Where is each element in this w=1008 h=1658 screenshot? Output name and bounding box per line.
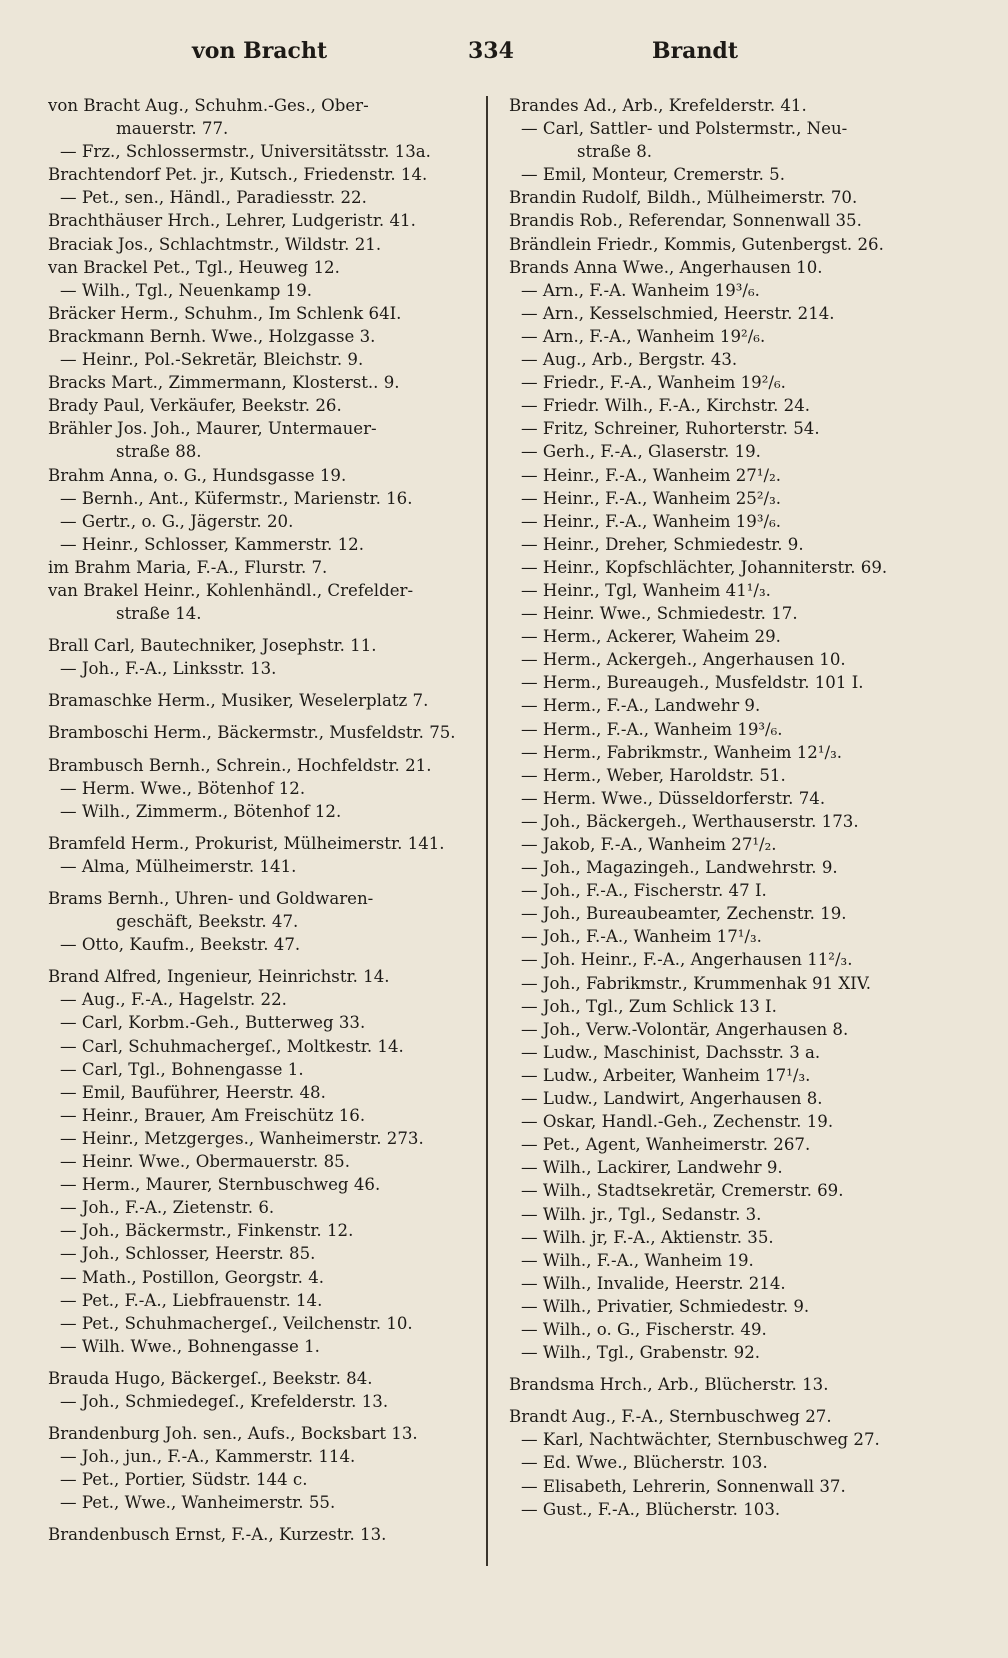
directory-entry: — Carl, Korbm.-Geh., Butterweg 33.: [60, 1013, 366, 1033]
directory-entry: straße 88.: [116, 442, 202, 462]
directory-entry: von Bracht Aug., Schuhm.-Ges., Ober-: [48, 96, 369, 115]
directory-entry: — Joh., Bureaubeamter, Zechenstr. 19.: [521, 904, 847, 924]
directory-entry: — Joh., Fabrikmstr., Krummenhak 91 XIV.: [521, 973, 872, 993]
directory-entry: Brandes Ad., Arb., Krefelderstr. 41.: [509, 96, 807, 115]
directory-entry: — Wilh., Lackirer, Landwehr 9.: [521, 1158, 783, 1178]
directory-entry: — Herm., Ackerer, Waheim 29.: [521, 627, 781, 647]
directory-entry: — Heinr., F.-A., Wanheim 25²/₃.: [521, 488, 782, 508]
directory-entry: Brahm Anna, o. G., Hundsgasse 19.: [48, 465, 347, 485]
directory-entry: — Friedr., F.-A., Wanheim 19²/₆.: [521, 373, 786, 393]
directory-entry: Brähler Jos. Joh., Maurer, Untermauer-: [48, 419, 377, 439]
directory-entry: — Wilh., o. G., Fischerstr. 49.: [521, 1319, 767, 1339]
directory-entry: — Joh., Bäckergeh., Werthauserstr. 173.: [521, 811, 859, 831]
directory-entry: — Emil, Monteur, Cremerstr. 5.: [521, 165, 785, 185]
directory-entry: — Gertr., o. G., Jägerstr. 20.: [60, 511, 294, 531]
directory-entry: — Joh., Schmiedegeſ., Krefelderstr. 13.: [60, 1391, 389, 1411]
directory-entry: — Math., Postillon, Georgstr. 4.: [60, 1267, 325, 1287]
directory-entry: — Carl, Tgl., Bohnengasse 1.: [60, 1059, 304, 1079]
directory-entry: — Joh., F.-A., Wanheim 17¹/₃.: [521, 927, 762, 947]
directory-entry: — Joh., Tgl., Zum Schlick 13 I.: [521, 996, 777, 1016]
directory-entry: — Heinr., Kopfschlächter, Johanniterstr. 69.: [521, 557, 888, 577]
directory-entry: Bräcker Herm., Schuhm., Im Schlenk 64I.: [48, 303, 402, 323]
right-column: [509, 94, 951, 1521]
directory-entry: Brams Bernh., Uhren- und Goldwaren-: [48, 889, 374, 908]
directory-entry: Brackmann Bernh. Wwe., Holzgasse 3.: [48, 326, 376, 346]
directory-entry: — Herm., F.-A., Wanheim 19³/₆.: [521, 719, 783, 739]
directory-entry: — Emil, Bauführer, Heerstr. 48.: [60, 1082, 326, 1102]
directory-entry: — Elisabeth, Lehrerin, Sonnenwall 37.: [521, 1476, 846, 1496]
directory-entry: — Wilh., F.-A., Wanheim 19.: [521, 1250, 754, 1270]
directory-entry: — Joh. Heinr., F.-A., Angerhausen 11²/₃.: [521, 950, 853, 970]
directory-entry: — Joh., F.-A., Fischerstr. 47 I.: [521, 881, 767, 901]
directory-entry: — Wilh. jr, F.-A., Aktienstr. 35.: [521, 1227, 774, 1247]
directory-entry: — Pet., sen., Händl., Paradiesstr. 22.: [60, 188, 367, 208]
directory-entry: Brandis Rob., Referendar, Sonnenwall 35.: [509, 211, 862, 231]
directory-entry: Brady Paul, Verkäufer, Beekstr. 26.: [48, 396, 342, 416]
directory-entry: — Herm. Wwe., Düsseldorferstr. 74.: [521, 788, 826, 808]
directory-entry: — Ludw., Landwirt, Angerhausen 8.: [521, 1089, 823, 1109]
directory-entry: Brandt Aug., F.-A., Sternbuschweg 27.: [509, 1407, 832, 1427]
directory-entry: — Herm., F.-A., Landwehr 9.: [521, 696, 761, 716]
directory-entry: — Herm. Wwe., Bötenhof 12.: [60, 778, 306, 798]
directory-entry: van Brakel Heinr., Kohlenhändl., Crefelder-: [48, 580, 414, 600]
directory-entry: — Herm., Fabrikmstr., Wanheim 12¹/₃.: [521, 742, 842, 762]
directory-entry: — Pet., Schuhmachergeſ., Veilchenstr. 10.: [60, 1313, 413, 1333]
directory-entry: Brands Anna Wwe., Angerhausen 10.: [509, 257, 823, 277]
directory-entry: — Heinr., F.-A., Wanheim 27¹/₂.: [521, 465, 782, 485]
column-divider: [486, 96, 488, 1566]
directory-entry: — Joh., Bäckermstr., Finkenstr. 12.: [60, 1221, 354, 1241]
directory-entry: Brandsma Hrch., Arb., Blücherstr. 13.: [509, 1375, 829, 1395]
directory-entry: — Joh., F.-A., Zietenstr. 6.: [60, 1198, 275, 1218]
directory-entry: — Ed. Wwe., Blücherstr. 103.: [521, 1453, 768, 1473]
directory-entry: — Otto, Kaufm., Beekstr. 47.: [60, 935, 301, 955]
directory-entry: — Heinr. Wwe., Schmiedestr. 17.: [521, 604, 798, 624]
directory-entry: — Wilh., Invalide, Heerstr. 214.: [521, 1273, 786, 1293]
directory-entry: — Ludw., Maschinist, Dachsstr. 3 a.: [521, 1042, 821, 1062]
directory-entry: — Joh., F.-A., Linksstr. 13.: [60, 659, 277, 679]
directory-entry: — Heinr., Metzgerges., Wanheimerstr. 273.: [60, 1128, 424, 1148]
directory-entry: Brandenburg Joh. sen., Aufs., Bocksbart 13.: [48, 1424, 418, 1444]
directory-entry: straße 14.: [116, 604, 202, 624]
directory-entry: mauerstr. 77.: [116, 119, 229, 139]
directory-entry: — Pet., F.-A., Liebfrauenstr. 14.: [60, 1290, 323, 1310]
directory-entry: Bracks Mart., Zimmermann, Klosterst.. 9.: [48, 373, 400, 393]
directory-entry: — Joh., Magazingeh., Landwehrstr. 9.: [521, 858, 838, 878]
directory-entry: geschäft, Beekstr. 47.: [116, 912, 299, 932]
directory-entry: — Heinr., F.-A., Wanheim 19³/₆.: [521, 511, 782, 531]
directory-entry: — Wilh. jr., Tgl., Sedanstr. 3.: [521, 1204, 762, 1224]
directory-entry: — Arn., F.-A. Wanheim 19³/₆.: [521, 280, 760, 300]
directory-entry: — Herm., Weber, Haroldstr. 51.: [521, 765, 786, 785]
directory-entry: straße 8.: [577, 142, 653, 162]
directory-entry: — Wilh., Tgl., Grabenstr. 92.: [521, 1343, 761, 1363]
directory-entry: — Heinr., Tgl, Wanheim 41¹/₃.: [521, 580, 771, 600]
directory-entry: — Pet., Wwe., Wanheimerstr. 55.: [60, 1493, 336, 1513]
directory-entry: — Aug., F.-A., Hagelstr. 22.: [60, 990, 287, 1010]
directory-entry: Brand Alfred, Ingenieur, Heinrichstr. 14.: [48, 967, 390, 987]
directory-entry: Brandin Rudolf, Bildh., Mülheimerstr. 70.: [509, 188, 858, 208]
directory-entry: — Aug., Arb., Bergstr. 43.: [521, 350, 738, 370]
directory-entry: — Joh., Verw.-Volontär, Angerhausen 8.: [521, 1019, 849, 1039]
directory-entry: — Pet., Portier, Südstr. 144 c.: [60, 1470, 308, 1490]
directory-entry: — Wilh., Tgl., Neuenkamp 19.: [60, 280, 313, 300]
directory-entry: — Pet., Agent, Wanheimerstr. 267.: [521, 1135, 811, 1155]
directory-entry: Brändlein Friedr., Kommis, Gutenbergst. 26.: [509, 234, 884, 254]
directory-entry: — Herm., Bureaugeh., Musfeldstr. 101 I.: [521, 673, 864, 693]
directory-entry: — Herm., Ackergeh., Angerhausen 10.: [521, 650, 846, 670]
directory-entry: — Frz., Schlossermstr., Universitätsstr. 13a.: [60, 142, 431, 162]
directory-entry: — Heinr. Wwe., Obermauerstr. 85.: [60, 1152, 350, 1172]
directory-entry: — Karl, Nachtwächter, Sternbuschweg 27.: [521, 1430, 880, 1450]
directory-entry: — Alma, Mülheimerstr. 141.: [60, 856, 297, 876]
header-right-keyword: Brandt: [652, 38, 738, 64]
directory-entry: — Wilh., Stadtsekretär, Cremerstr. 69.: [521, 1181, 844, 1201]
directory-entry: Brandenbusch Ernst, F.-A., Kurzestr. 13.: [48, 1525, 387, 1545]
directory-entry: — Gerh., F.-A., Glaserstr. 19.: [521, 442, 761, 462]
directory-entry: van Brackel Pet., Tgl., Heuweg 12.: [48, 257, 340, 277]
directory-entry: — Joh., jun., F.-A., Kammerstr. 114.: [60, 1447, 356, 1467]
directory-entry: — Bernh., Ant., Küfermstr., Marienstr. 16.: [60, 488, 413, 508]
directory-entry: Bramboschi Herm., Bäckermstr., Musfeldstr. 75.: [48, 723, 456, 743]
directory-entry: — Wilh. Wwe., Bohnengasse 1.: [60, 1336, 320, 1356]
header-left-keyword: von Bracht: [192, 38, 328, 64]
directory-entry: — Oskar, Handl.-Geh., Zechenstr. 19.: [521, 1112, 834, 1132]
directory-entry: — Jakob, F.-A., Wanheim 27¹/₂.: [521, 835, 777, 854]
directory-entry: Brall Carl, Bautechniker, Josephstr. 11.: [48, 636, 377, 656]
directory-entry: — Carl, Sattler- und Polstermstr., Neu-: [521, 119, 848, 139]
directory-entry: — Herm., Maurer, Sternbuschweg 46.: [60, 1175, 381, 1195]
directory-entry: — Gust., F.-A., Blücherstr. 103.: [521, 1499, 781, 1519]
directory-entry: im Brahm Maria, F.-A., Flurstr. 7.: [48, 557, 328, 577]
directory-entry: — Wilh., Privatier, Schmiedestr. 9.: [521, 1296, 810, 1316]
directory-entry: Braciak Jos., Schlachtmstr., Wildstr. 21.: [48, 234, 382, 254]
page-number: 334: [468, 38, 514, 64]
directory-entry: — Heinr., Dreher, Schmiedestr. 9.: [521, 534, 804, 554]
directory-entry: — Carl, Schuhmachergeſ., Moltkestr. 14.: [60, 1036, 404, 1056]
directory-entry: — Joh., Schlosser, Heerstr. 85.: [60, 1244, 316, 1264]
directory-entry: — Arn., Kesselschmied, Heerstr. 214.: [521, 303, 835, 323]
directory-entry: — Arn., F.-A., Wanheim 19²/₆.: [521, 326, 766, 346]
directory-entry: Brambusch Bernh., Schrein., Hochfeldstr. 21.: [48, 755, 432, 775]
directory-entry: — Ludw., Arbeiter, Wanheim 17¹/₃.: [521, 1065, 811, 1085]
directory-entry: — Wilh., Zimmerm., Bötenhof 12.: [60, 801, 342, 821]
directory-entry: — Heinr., Pol.-Sekretär, Bleichstr. 9.: [60, 350, 364, 370]
directory-entry: Brauda Hugo, Bäckergeſ., Beekstr. 84.: [48, 1368, 373, 1388]
page-header: [50, 38, 958, 78]
directory-entry: Brachthäuser Hrch., Lehrer, Ludgeristr. 41.: [48, 211, 416, 231]
left-column: [48, 94, 490, 1547]
directory-entry: Bramfeld Herm., Prokurist, Mülheimerstr. 141.: [48, 833, 445, 853]
directory-entry: — Fritz, Schreiner, Ruhorterstr. 54.: [521, 419, 820, 439]
directory-entry: — Heinr., Schlosser, Kammerstr. 12.: [60, 534, 364, 554]
directory-entry: Bramaschke Herm., Musiker, Weselerplatz 7.: [48, 691, 429, 711]
directory-entry: — Heinr., Brauer, Am Freischütz 16.: [60, 1105, 366, 1125]
directory-entry: — Friedr. Wilh., F.-A., Kirchstr. 24.: [521, 396, 811, 416]
directory-entry: Brachtendorf Pet. jr., Kutsch., Friedenstr. 14.: [48, 165, 428, 185]
